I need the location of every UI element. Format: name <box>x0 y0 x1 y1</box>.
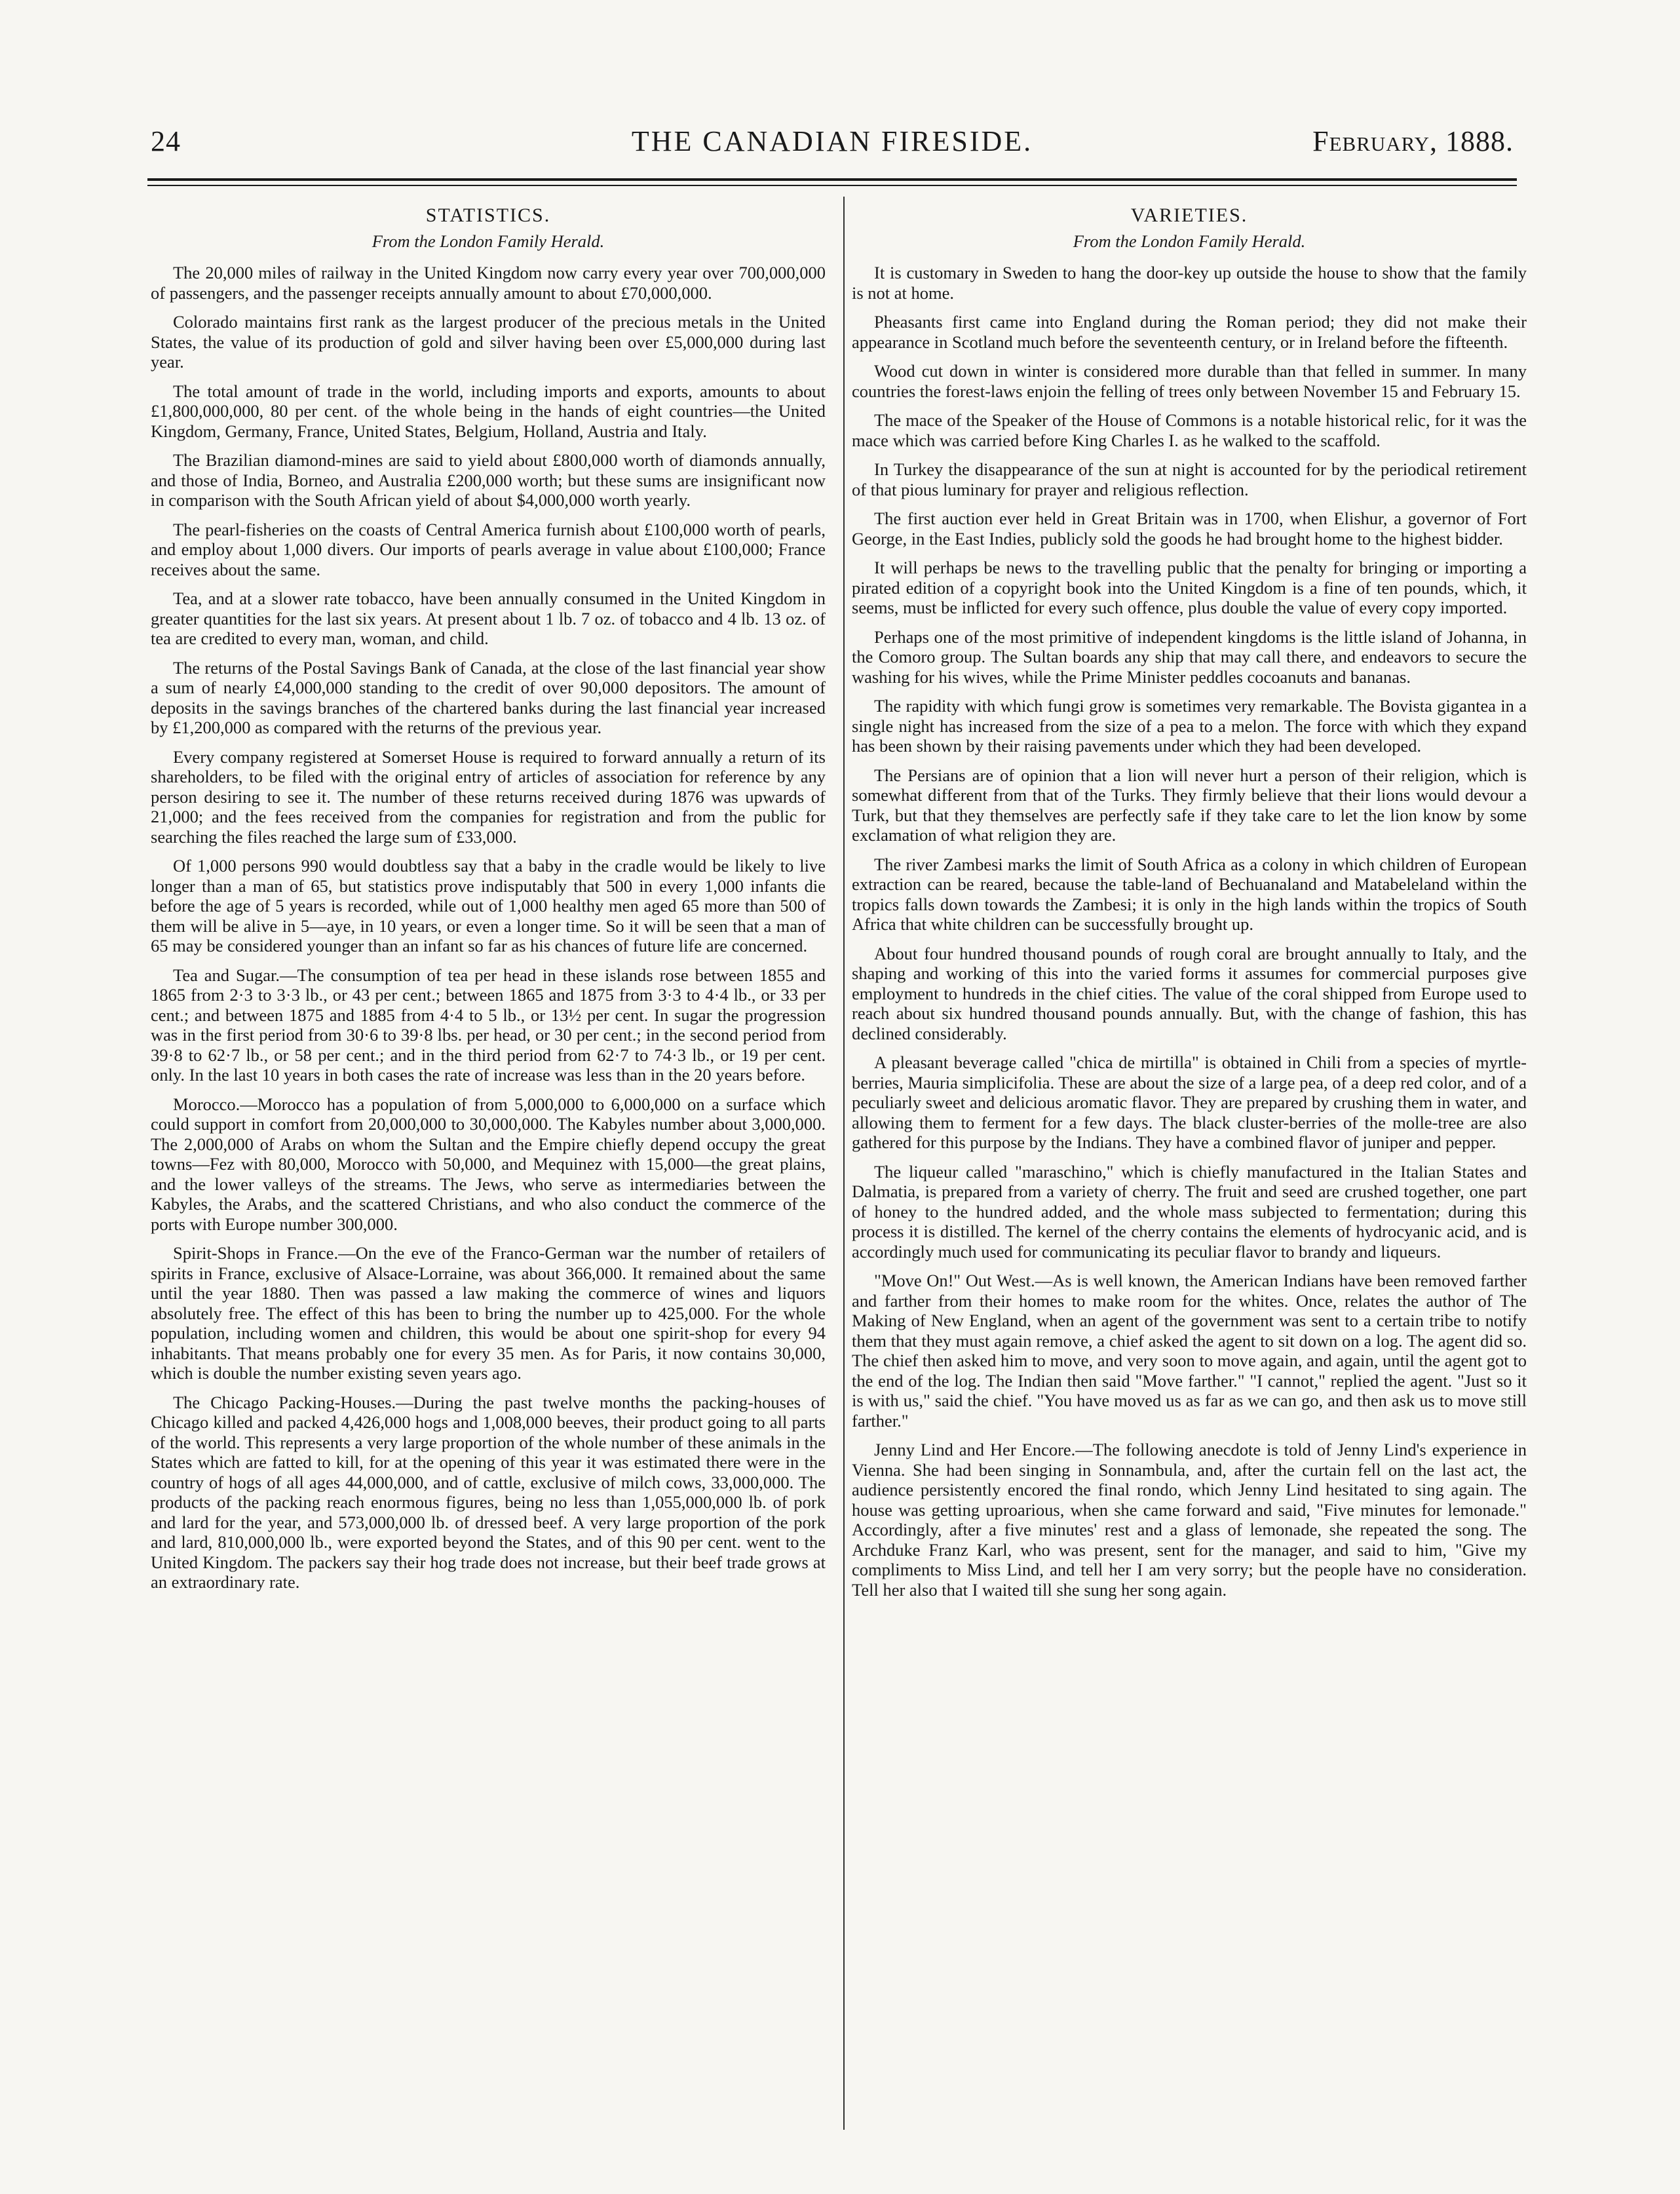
statistics-paragraph: Colorado maintains first rank as the largest producer of the precious metals in the United States, the value of its production of gold and silver having been over £5,000,000 during last year. <box>151 312 826 372</box>
statistics-paragraph: The returns of the Postal Savings Bank of Canada, at the close of the last financial year show a sum of nearly £4,000,000 standing to the credit of over 90,000 depositors. The amount of deposits in the savings branches of the chartered banks during the last financial year increased by £1,200,000 as compared with the returns of the previous year. <box>151 657 826 737</box>
header-rule-thin <box>147 185 1517 186</box>
varieties-paragraph: Pheasants first came into England during the Roman period; they did not make their appearance in Scotland much before the seventeenth century, or in Ireland before the fifteenth. <box>852 312 1527 352</box>
statistics-paragraph: Every company registered at Somerset House is required to forward annually a return of its shareholders, to be filed with the original entry of articles of association for reference by any person desiring to see it. The number of these returns received during 1876 was upwards of 21,000; and the fees received from the companies for registration and from the public for searching the files reached the large sum of £33,000. <box>151 746 826 847</box>
varieties-paragraph: The liqueur called "maraschino," which is chiefly manufactured in the Italian States and Dalmatia, is prepared from a variety of cherry. The fruit and seed are crushed together, one part of honey to the hundred added, and the whole mass subjected to fermentation; during this process it is distilled. The kernel of the cherry contains the elements of hydrocyanic acid, and is accordingly much used for communicating its peculiar flavor to brandy and liqueurs. <box>852 1161 1527 1261</box>
varieties-paragraph: The Persians are of opinion that a lion will never hurt a person of their religion, which is somewhat different from that of the Turks. They firmly believe that their lions would devour a Turk, but that they themselves are perfectly safe if they take care to let the lion know by some exclamation of what religion they are. <box>852 765 1527 845</box>
publication-title: THE CANADIAN FIRESIDE. <box>631 125 1033 157</box>
varieties-paragraph: Perhaps one of the most primitive of independent kingdoms is the little island of Johanna, in the Comoro group. The Sultan boards any ship that may call there, and endeavors to secure the washing for his wives, while the Prime Minister peddles cocoanuts and bananas. <box>852 626 1527 687</box>
varieties-source: From the London Family Herald. <box>1073 231 1306 251</box>
page-header <box>151 125 1514 170</box>
varieties-paragraph: A pleasant beverage called "chica de mirtilla" is obtained in Chili from a species of myrtle-berries, Mauria simplicifolia. These are about the size of a large pea, of a deep red color, and of a peculiarly sweet and delicious aromatic flavor. They are prepared by crushing them in water, and allowing them to ferment for a few days. The black cluster-berries of the molle-tree are also gathered for this purpose by the Indians. They have a combined flavor of juniper and pepper. <box>852 1052 1527 1152</box>
column-divider <box>843 197 845 2130</box>
varieties-paragraph: About four hundred thousand pounds of rough coral are brought annually to Italy, and the shaping and working of this into the varied forms it assumes for commercial purposes give employment to hundreds in the chief cities. The value of the coral shipped from Europe used to reach about six hundred thousand pounds annually. But, with the change of fashion, this has declined considerably. <box>852 943 1527 1043</box>
statistics-source: From the London Family Herald. <box>372 231 605 251</box>
statistics-paragraph: The 20,000 miles of railway in the United Kingdom now carry every year over 700,000,000 of passengers, and the passenger receipts annually amount to about £70,000,000. <box>151 263 826 303</box>
varieties-paragraph: The mace of the Speaker of the House of Commons is a notable historical relic, for it was the mace which was carried before King Charles I. as he walked to the scaffold. <box>852 410 1527 450</box>
varieties-paragraph: The river Zambesi marks the limit of South Africa as a colony in which children of European extraction can be reared, because the table-land of Bechuanaland and Matabeleland within the tropics falls down towards the Zambesi; it is only in the high lands within the tropics of South Africa that white children can be successfully brought up. <box>852 854 1527 934</box>
issue-date: February, 1888. <box>1312 125 1514 157</box>
statistics-paragraph: The pearl-fisheries on the coasts of Central America furnish about £100,000 worth of pearls, and employ about 1,000 divers. Our imports of pearls average in value about £100,000; France receives about the same. <box>151 519 826 579</box>
statistics-paragraph: The Chicago Packing-Houses.—During the past twelve months the packing-houses of Chicago killed and packed 4,426,000 hogs and 1,008,000 beeves, their product going to all parts of the world. This represents a very large proportion of the whole number of these animals in the States which are fatted to kill, for at the opening of this year it was estimated there were in the country of hogs of all ages 44,000,000, and of cattle, exclusive of milch cows, 33,000,000. The products of the packing reach enormous figures, being no less than 1,055,000,000 lb. of pork and lard for the year, and 573,000,000 lb. of dressed beef. A very large proportion of the pork and lard, 810,000,000 lb., were exported beyond the States, and of this 90 per cent. went to the United Kingdom. The packers say their hog trade does not increase, but their beef trade grows at an extraordinary rate. <box>151 1392 826 1592</box>
varieties-heading: VARIETIES. <box>1130 204 1248 226</box>
statistics-paragraph: Morocco.—Morocco has a population of from 5,000,000 to 6,000,000 on a surface which could support in comfort from 20,000,000 to 30,000,000. The Kabyles number about 3,000,000. The 2,000,000 of Arabs on whom the Sultan and the Empire chiefly depend occupy the great towns—Fez with 80,000, Morocco with 50,000, and Mequinez with 15,000—the great plains, and the lower valleys of the streams. The Jews, who serve as intermediaries between the Kabyles, the Arabs, and the scattered Christians, and who also conduct the commerce of the ports with Europe number 300,000. <box>151 1094 826 1234</box>
varieties-paragraph: Jenny Lind and Her Encore.—The following anecdote is told of Jenny Lind's experience in Vienna. She had been singing in Sonnambula, and, after the curtain fell on the last act, the audience persistently encored the final rondo, which Jenny Lind hesitated to sing again. The house was getting uproarious, when she came forward and said, "Five minutes for lemonade." Accordingly, after a five minutes' rest and a glass of lemonade, she repeated the song. The Archduke Franz Karl, who was present, sent for the manager, and said to him, "Give my compliments to Miss Lind, and tell her I am very sorry; but the people have no consideration. Tell her also that I waited till she sung her song again. <box>852 1440 1527 1600</box>
varieties-paragraph: It will perhaps be news to the travelling public that the penalty for bringing or importing a pirated edition of a copyright book into the United Kingdom is a fine of ten pounds, which, it seems, must be inflicted for every such offence, plus double the value of every copy imported. <box>852 558 1527 617</box>
statistics-paragraph: Of 1,000 persons 990 would doubtless say that a baby in the cradle would be likely to live longer than a man of 65, but statistics prove indisputably that 500 in every 1,000 infants die before the age of 5 years is recorded, while out of 1,000 healthy men aged 65 more than 500 of them will be alive in 5—aye, in 10 years, or even a longer time. So it will be seen that a man of 65 may be considered younger than an infant so far as his chances of future life are concerned. <box>151 856 826 955</box>
header-rule <box>147 178 1517 181</box>
varieties-column <box>852 197 1527 2115</box>
page-number: 24 <box>151 125 181 157</box>
varieties-paragraph: The rapidity with which fungi grow is sometimes very remarkable. The Bovista gigantea in a single night has increased from the size of a pea to a melon. The force with which they expand has been shown by their raising pavements under which they had been developed. <box>852 696 1527 756</box>
varieties-paragraph: Wood cut down in winter is considered more durable than that felled in summer. In many countries the forest-laws enjoin the felling of trees only between November 15 and February 15. <box>852 361 1527 401</box>
statistics-heading: STATISTICS. <box>425 204 551 226</box>
varieties-paragraph: The first auction ever held in Great Britain was in 1700, when Elishur, a governor of Fort George, in the East Indies, publicly sold the goods he had brought home to the highest bidder. <box>852 509 1527 548</box>
statistics-column <box>151 197 826 2115</box>
varieties-paragraph: In Turkey the disappearance of the sun at night is accounted for by the periodical retirement of that pious luminary for prayer and religious reflection. <box>852 459 1527 499</box>
statistics-paragraph: Tea, and at a slower rate tobacco, have been annually consumed in the United Kingdom in greater quantities for the last six years. At present about 1 lb. 7 oz. of tobacco and 4 lb. 13 oz. of tea are credited to every man, woman, and child. <box>151 588 826 648</box>
statistics-paragraph: The total amount of trade in the world, including imports and exports, amounts to about £1,800,000,000, 80 per cent. of the whole being in the hands of eight countries—the United Kingdom, Germany, France, United States, Belgium, Holland, Austria and Italy. <box>151 381 826 441</box>
statistics-paragraph: Tea and Sugar.—The consumption of tea per head in these islands rose between 1855 and 1865 from 2·3 to 3·3 lb., or 43 per cent.; between 1865 and 1875 from 3·3 to 4·4 lb., or 33 per cent.; and between 1875 and 1885 from 4·4 to 5 lb., or 13½ per cent. In sugar the progression was in the first period from 30·6 to 39·8 lbs. per head, or 30 per cent.; in the second period from 39·8 to 62·7 lb., or 58 per cent.; and in the third period from 62·7 to 74·3 lb., or 19 per cent. only. In the last 10 years in both cases the rate of increase was less than in the 20 years before. <box>151 965 826 1085</box>
statistics-paragraph: Spirit-Shops in France.—On the eve of the Franco-German war the number of retailers of spirits in France, exclusive of Alsace-Lorraine, was about 366,000. It remained about the same until the year 1880. Then was passed a law making the commerce of wines and liquors absolutely free. The effect of this has been to bring the number up to 425,000. For the whole population, including women and children, this would be about one spirit-shop for every 94 inhabitants. That means probably one for every 35 men. As for Paris, it now contains 30,000, which is double the number existing seven years ago. <box>151 1243 826 1383</box>
varieties-paragraph: It is customary in Sweden to hang the door-key up outside the house to show that the family is not at home. <box>852 263 1527 303</box>
varieties-paragraph: "Move On!" Out West.—As is well known, the American Indians have been removed farther and farther from their homes to make room for the whites. Once, relates the author of The Making of New England, when an agent of the government was sent to a certain tribe to notify them that they must again remove, a chief asked the agent to sit down on a log. The agent did so. The chief then asked him to move, and very soon to move again, and again, until the agent got to the end of the log. The Indian then said "Move farther." "I cannot," replied the agent. "Just so it is with us," said the chief. "You have moved us as far as we can go, and then ask us to move still farther." <box>852 1271 1527 1431</box>
statistics-paragraph: The Brazilian diamond-mines are said to yield about £800,000 worth of diamonds annually, and those of India, Borneo, and Australia £200,000 worth; but these sums are insignificant now in comparison with the South African yield of about $4,000,000 worth yearly. <box>151 450 826 510</box>
